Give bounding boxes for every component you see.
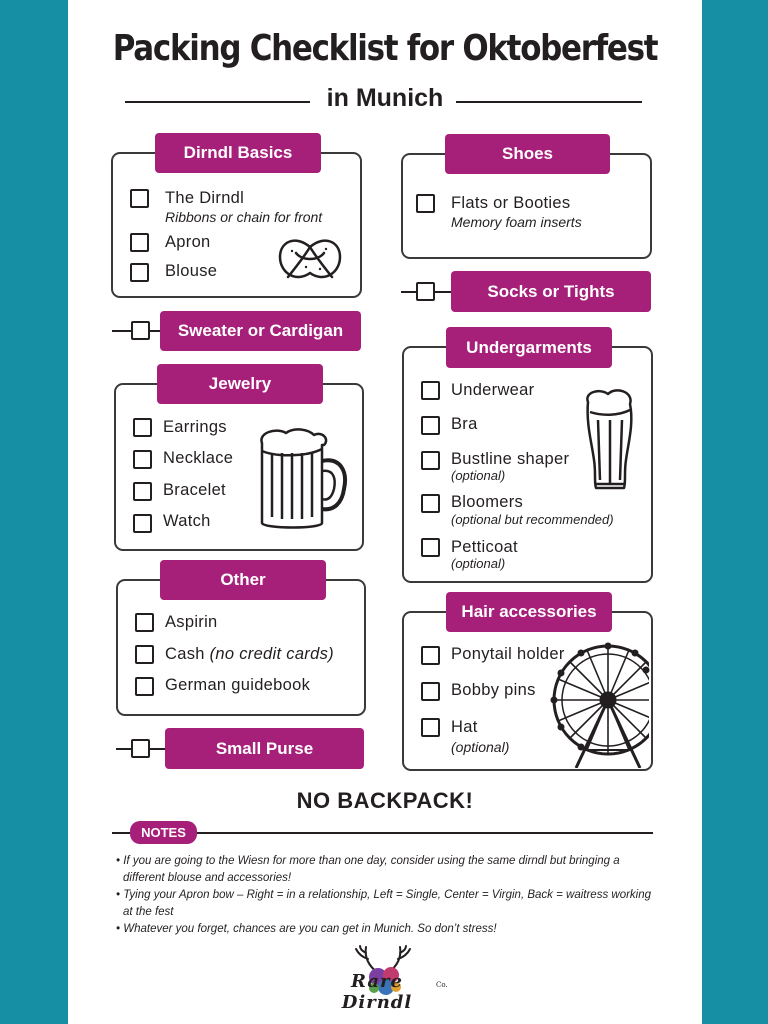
apron-checkbox[interactable] — [130, 233, 149, 252]
note-item-text: Tying your Apron bow – Right = in a relationship, Left = Single, Center = Virgin, Back = waitress working at the fest — [123, 889, 652, 918]
apron-label: Apron — [165, 233, 211, 251]
subtitle-rule-right — [456, 101, 642, 103]
ponytail-label: Ponytail holder — [451, 645, 565, 663]
dirndl-label: The Dirndl — [165, 189, 245, 207]
aspirin-label: Aspirin — [165, 613, 218, 631]
watch-checkbox[interactable] — [133, 514, 152, 533]
guidebook-checkbox[interactable] — [135, 677, 154, 696]
dirndl-note: Ribbons or chain for front — [165, 209, 323, 225]
earrings-label: Earrings — [163, 418, 227, 436]
aspirin-checkbox[interactable] — [135, 613, 154, 632]
blouse-checkbox[interactable] — [130, 263, 149, 282]
bracelet-label: Bracelet — [163, 481, 226, 499]
cash-label-text: Cash — [165, 645, 205, 663]
bobbypins-checkbox[interactable] — [421, 682, 440, 701]
earrings-checkbox[interactable] — [133, 418, 152, 437]
note-item-text: If you are going to the Wiesn for more than one day, consider using the same dirndl but bringing a different blouse and accessories! — [123, 855, 620, 884]
hat-label: Hat — [451, 718, 478, 736]
beer-glass-icon — [584, 388, 636, 492]
bustline-label: Bustline shaper — [451, 450, 570, 468]
cash-label — [165, 645, 334, 664]
underwear-label: Underwear — [451, 381, 535, 399]
bloomers-checkbox[interactable] — [421, 494, 440, 513]
sweater-title: Sweater or Cardigan — [160, 311, 361, 351]
socks-checkbox[interactable] — [416, 282, 435, 301]
necklace-label: Necklace — [163, 449, 234, 467]
hat-checkbox[interactable] — [421, 718, 440, 737]
cash-checkbox[interactable] — [135, 645, 154, 664]
necklace-checkbox[interactable] — [133, 450, 152, 469]
cash-note: (no credit cards) — [209, 645, 334, 663]
sweater-checkbox[interactable] — [131, 321, 150, 340]
flats-label: Flats or Booties — [451, 194, 571, 212]
no-backpack-warning: NO BACKPACK! — [296, 788, 474, 813]
bustline-note: (optional) — [451, 468, 506, 483]
purse-title: Small Purse — [165, 728, 364, 769]
flats-checkbox[interactable] — [416, 194, 435, 213]
bracelet-checkbox[interactable] — [133, 482, 152, 501]
petticoat-note: (optional) — [451, 556, 506, 571]
logo-suffix: Co. — [436, 981, 448, 989]
note-item: • Tying your Apron bow – Right = in a relationship, Left = Single, Center = Virgin, Back = waitress working at the fest — [116, 889, 652, 918]
notes-title: NOTES — [130, 821, 197, 844]
bloomers-label: Bloomers — [451, 493, 524, 511]
note-item-text: Whatever you forget, chances are you can get in Munich. So don’t stress! — [123, 923, 497, 935]
ferris-wheel-icon — [540, 642, 650, 768]
guidebook-label: German guidebook — [165, 676, 311, 694]
watch-label: Watch — [163, 512, 211, 530]
bloomers-note: (optional but recommended) — [451, 512, 614, 527]
pretzel-icon — [276, 233, 344, 287]
flats-note: Memory foam inserts — [451, 214, 582, 230]
dirndl-checkbox[interactable] — [130, 189, 149, 208]
underwear-checkbox[interactable] — [421, 381, 440, 400]
other-title: Other — [160, 560, 326, 600]
rare-dirndl-logo — [318, 945, 452, 1013]
purse-checkbox[interactable] — [131, 739, 150, 758]
blouse-label: Blouse — [165, 262, 218, 280]
dirndl-basics-title: Dirndl Basics — [155, 133, 321, 173]
note-item: • If you are going to the Wiesn for more than one day, consider using the same dirndl but bringing a different blouse and accessories! — [116, 855, 620, 884]
hair-title: Hair accessories — [446, 592, 612, 632]
hat-note: (optional) — [451, 739, 510, 755]
note-item: • Whatever you forget, chances are you can get in Munich. So don’t stress! — [116, 923, 497, 935]
petticoat-label: Petticoat — [451, 538, 518, 556]
page-subtitle: in Munich — [326, 84, 444, 112]
bra-checkbox[interactable] — [421, 416, 440, 435]
bra-label: Bra — [451, 415, 478, 433]
page-title: Packing Checklist for Oktoberfest — [112, 28, 658, 69]
bobbypins-label: Bobby pins — [451, 681, 536, 699]
bustline-checkbox[interactable] — [421, 451, 440, 470]
shoes-title: Shoes — [445, 134, 610, 174]
ponytail-checkbox[interactable] — [421, 646, 440, 665]
logo-text: Rare Dirndl — [341, 971, 413, 1013]
petticoat-checkbox[interactable] — [421, 538, 440, 557]
socks-title: Socks or Tights — [451, 271, 651, 312]
beer-mug-icon — [256, 427, 348, 533]
undergarments-title: Undergarments — [446, 327, 612, 368]
jewelry-title: Jewelry — [157, 364, 323, 404]
